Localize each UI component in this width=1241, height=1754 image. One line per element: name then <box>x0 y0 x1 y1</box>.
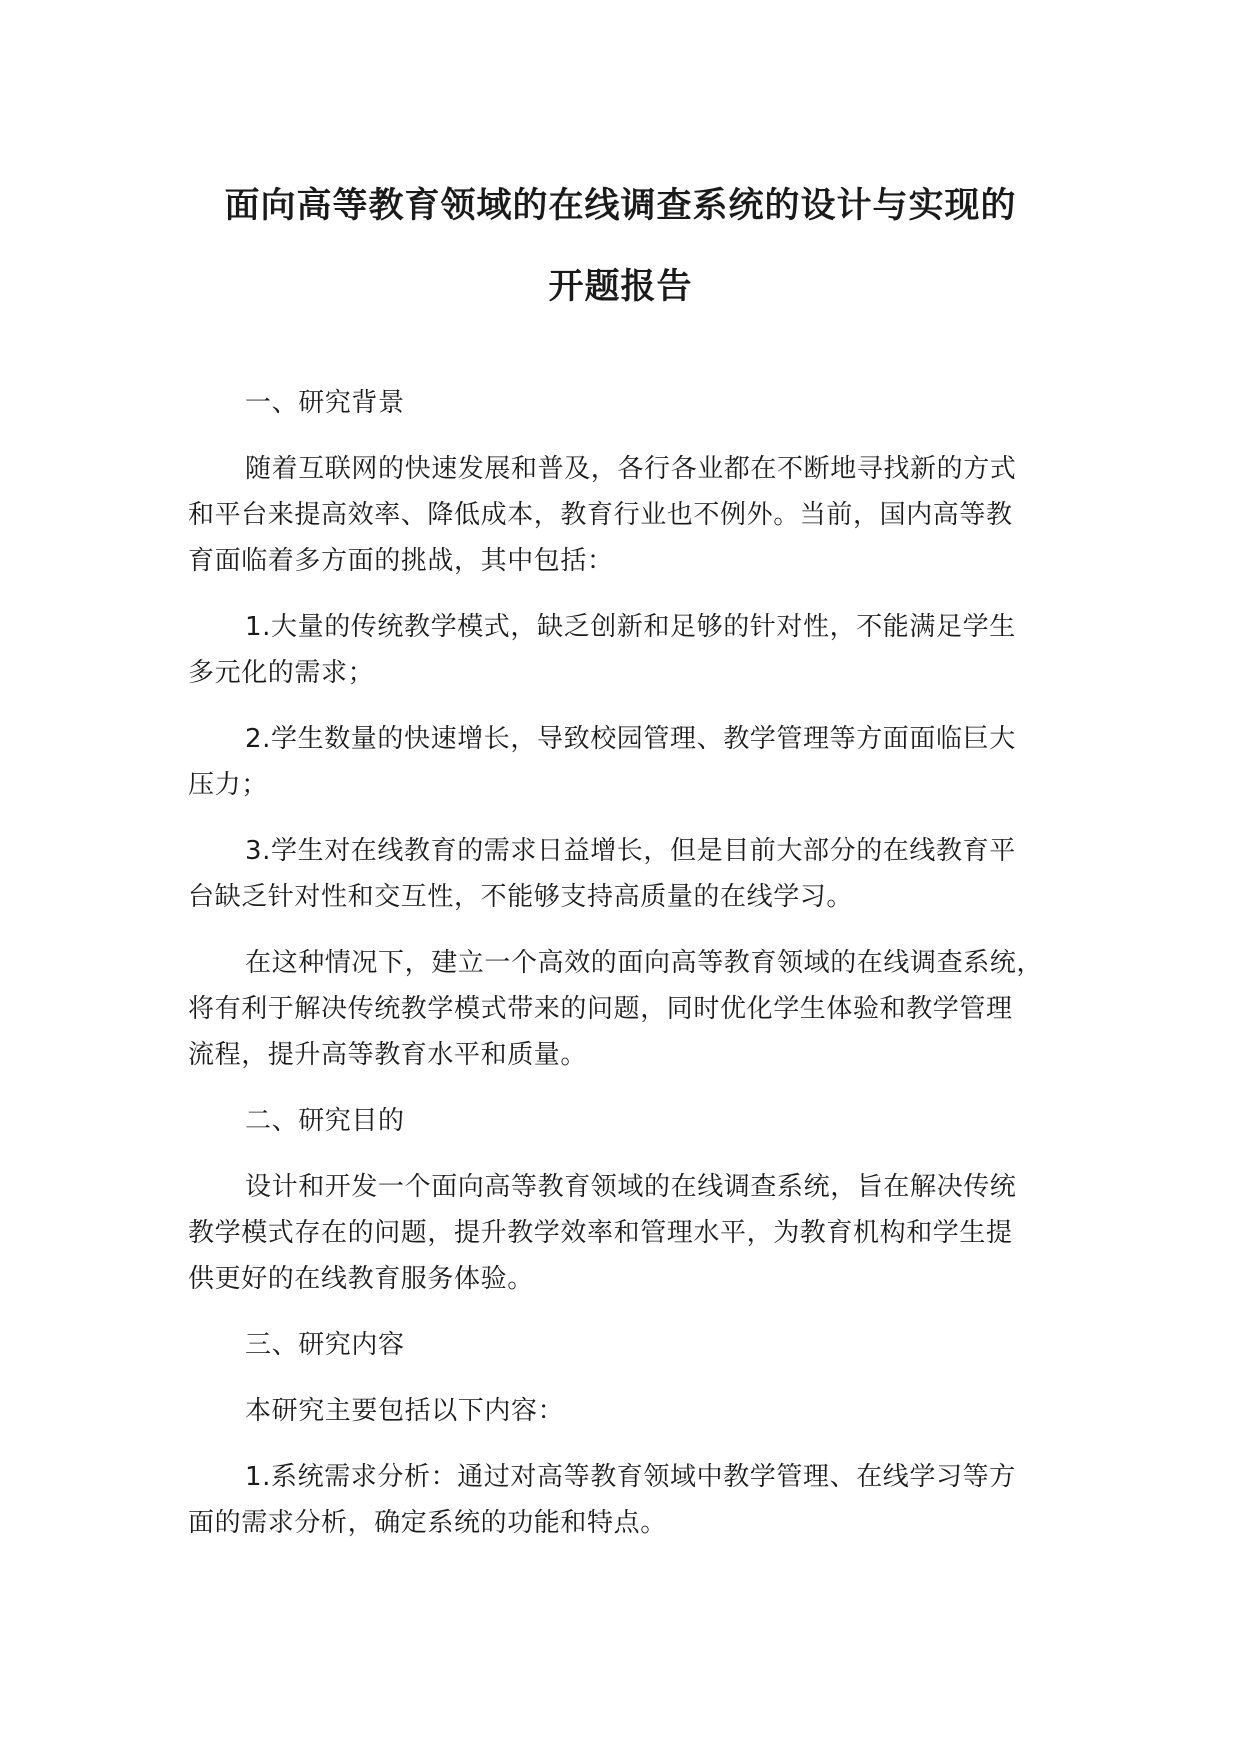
body-paragraph <box>188 940 1072 1078</box>
text-line: 二、研究目的 <box>245 1106 405 1136</box>
paragraph-spacer <box>188 1302 1072 1322</box>
text-line: 设计和开发一个面向高等教育领域的在线调查系统，旨在解决传统 <box>245 1172 1017 1202</box>
document-body <box>188 380 1072 1546</box>
body-paragraph <box>188 1164 1072 1302</box>
text-line: 1.大量的传统教学模式，缺乏创新和足够的针对性，不能满足学生 <box>245 612 1016 642</box>
text-line: 面的需求分析，确定系统的功能和特点。 <box>188 1508 667 1538</box>
paragraph-spacer <box>188 426 1072 446</box>
paragraph-spacer <box>188 808 1072 828</box>
text-line: 和平台来提高效率、降低成本，教育行业也不例外。当前，国内高等教 <box>188 500 1013 530</box>
text-line: 在这种情况下，建立一个高效的面向高等教育领域的在线调查系统， <box>245 948 1044 978</box>
section-heading <box>188 1098 1072 1144</box>
paragraph-spacer <box>188 1368 1072 1388</box>
text-line: 2.学生数量的快速增长，导致校园管理、教学管理等方面面临巨大 <box>245 724 1016 754</box>
section-heading <box>188 380 1072 426</box>
text-line: 一、研究背景 <box>245 388 405 418</box>
paragraph-spacer <box>188 1434 1072 1454</box>
body-paragraph <box>188 1454 1072 1546</box>
text-line: 多元化的需求； <box>188 658 375 688</box>
text-line: 本研究主要包括以下内容： <box>245 1396 565 1426</box>
body-paragraph <box>188 1388 1072 1434</box>
document-title-line-2: 开题报告 <box>548 267 693 307</box>
paragraph-spacer <box>188 1078 1072 1098</box>
body-paragraph <box>188 604 1072 696</box>
text-line: 台缺乏针对性和交互性，不能够支持高质量的在线学习。 <box>188 882 854 912</box>
section-heading <box>188 1322 1072 1368</box>
body-paragraph <box>188 446 1072 584</box>
document-title-line-1: 面向高等教育领域的在线调查系统的设计与实现的 <box>224 186 1017 226</box>
text-line: 供更好的在线教育服务体验。 <box>188 1264 534 1294</box>
paragraph-spacer <box>188 584 1072 604</box>
text-line: 将有利于解决传统教学模式带来的问题，同时优化学生体验和教学管理 <box>188 994 1013 1024</box>
text-line: 1.系统需求分析：通过对高等教育领域中教学管理、在线学习等方 <box>245 1462 1016 1492</box>
text-line: 流程，提升高等教育水平和质量。 <box>188 1040 588 1070</box>
paragraph-spacer <box>188 1144 1072 1164</box>
text-line: 育面临着多方面的挑战，其中包括： <box>188 546 614 576</box>
text-line: 压力； <box>188 770 268 800</box>
text-line: 教学模式存在的问题，提升教学效率和管理水平，为教育机构和学生提 <box>188 1218 1013 1248</box>
body-paragraph <box>188 716 1072 808</box>
text-line: 三、研究内容 <box>245 1330 405 1360</box>
text-line: 3.学生对在线教育的需求日益增长，但是目前大部分的在线教育平 <box>245 836 1016 866</box>
body-paragraph <box>188 828 1072 920</box>
paragraph-spacer <box>188 696 1072 716</box>
text-line: 随着互联网的快速发展和普及，各行各业都在不断地寻找新的方式 <box>245 454 1017 484</box>
paragraph-spacer <box>188 920 1072 940</box>
